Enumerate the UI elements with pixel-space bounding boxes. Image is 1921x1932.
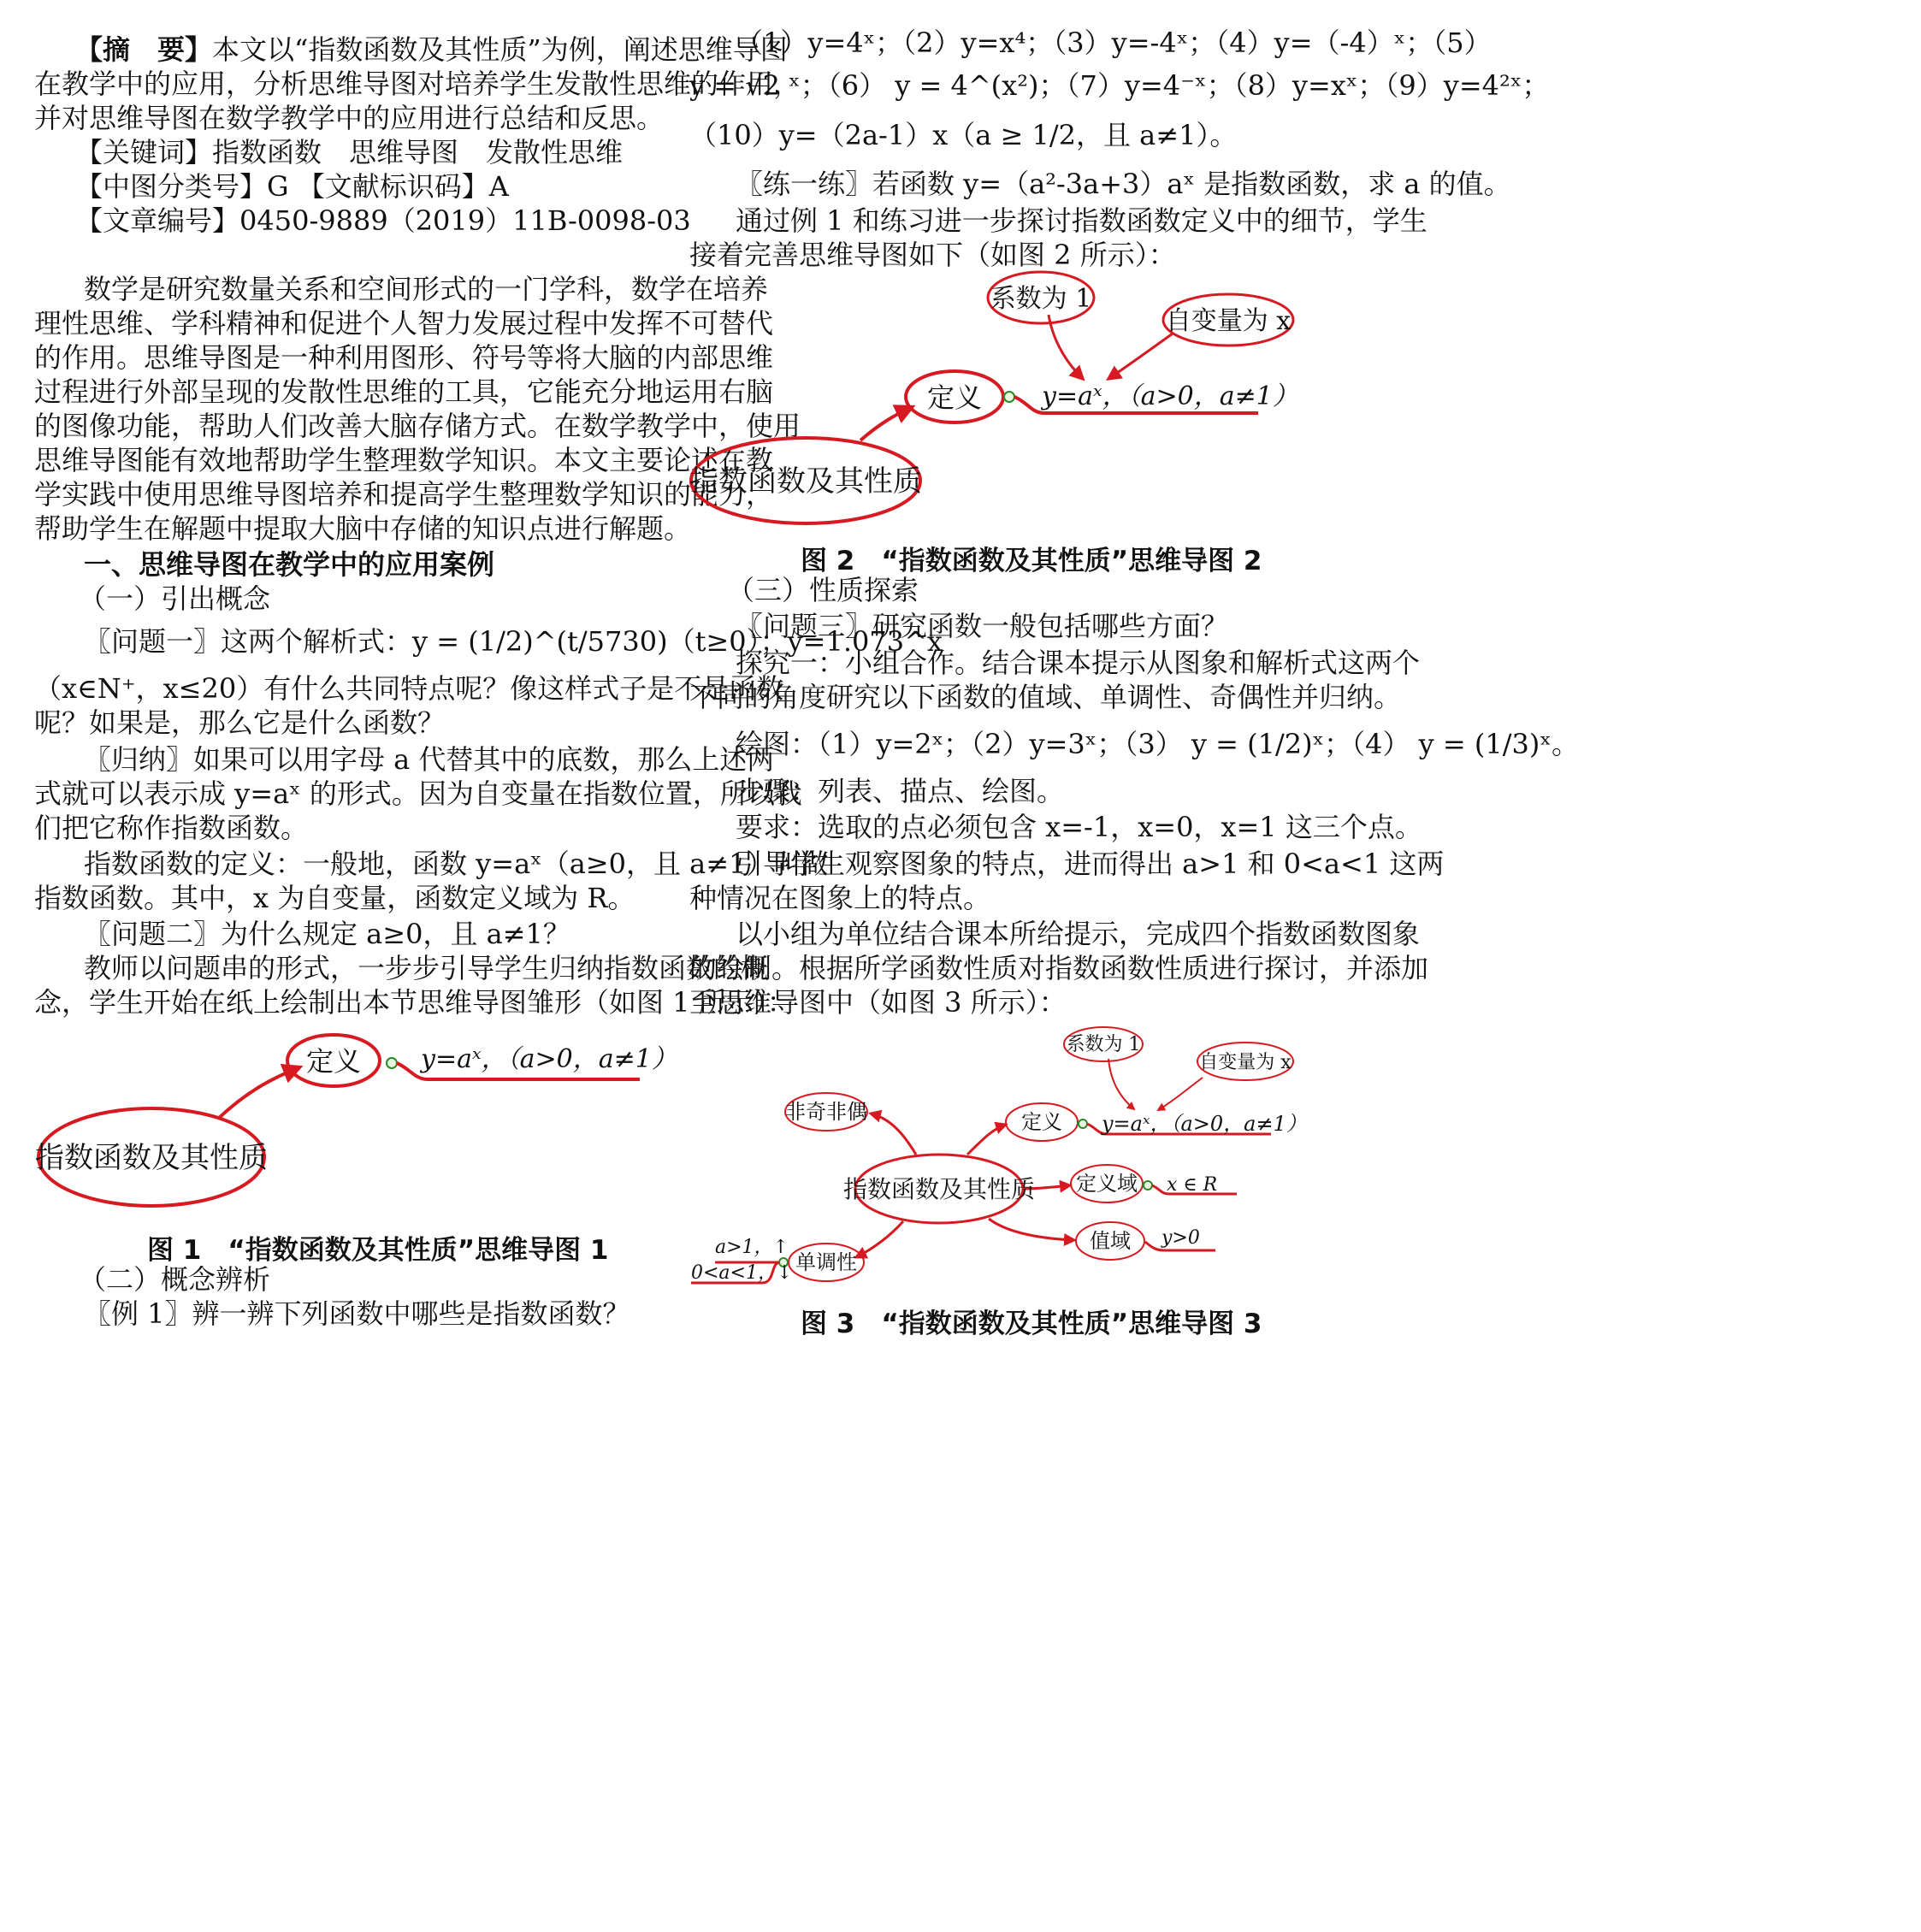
fig2-formula: y=aˣ，（a>0，a≠1） bbox=[1042, 381, 1298, 411]
fig1-root-label: 指数函数及其性质 bbox=[35, 1141, 268, 1175]
examples-line-1: （1）y=4ˣ；（2）y=x⁴；（3）y=-4ˣ；（4）y=（-4）ˣ；（5） bbox=[736, 27, 1492, 59]
practice-note-line-1: 通过例 1 和练习进一步探讨指数函数定义中的细节，学生 bbox=[736, 204, 1427, 237]
definition-line-1: 指数函数的定义：一般地，函数 y=aˣ（a≥0，且 a≠1）叫做 bbox=[84, 848, 829, 880]
fig2-var-label: 自变量为 x bbox=[1165, 306, 1292, 336]
abstract-line-1: 【摘 要】本文以“指数函数及其性质”为例，阐述思维导图 bbox=[75, 33, 788, 66]
fig3-mono-up: a>1，↑ bbox=[715, 1237, 789, 1258]
fig2-root-label: 指数函数及其性质 bbox=[689, 464, 922, 499]
practice-note-line-2: 接着完善思维导图如下（如图 2 所示）： bbox=[689, 239, 1176, 271]
fig1-caption: 图 1 “指数函数及其性质”思维导图 1 bbox=[147, 1235, 609, 1266]
fig3-arrow-mono bbox=[856, 1221, 903, 1257]
intro-line-4: 过程进行外部呈现的发散性思维的工具，它能充分地运用右脑 bbox=[34, 375, 774, 408]
question-2: 〖问题二〗为什么规定 a≥0，且 a≠1？ bbox=[84, 918, 570, 950]
observe-line-1: 引导学生观察图象的特点，进而得出 a>1 和 0<a<1 这两 bbox=[736, 848, 1445, 880]
fig3-domain-label: 定义域 bbox=[1076, 1172, 1138, 1196]
fig3-range-label: 值域 bbox=[1090, 1229, 1131, 1253]
fig2-arrow-var bbox=[1108, 334, 1173, 379]
fig2-caption: 图 2 “指数函数及其性质”思维导图 2 bbox=[801, 546, 1262, 576]
fig3-domain-value: x ∈ R bbox=[1167, 1174, 1218, 1196]
intro-line-3: 的作用。思维导图是一种利用图形、符号等将大脑的内部思维 bbox=[34, 341, 774, 374]
intro-line-8: 帮助学生在解题中提取大脑中存储的知识点进行解题。 bbox=[34, 512, 692, 545]
fig1-arrow bbox=[218, 1067, 299, 1119]
fig3-arrow-var bbox=[1158, 1078, 1203, 1110]
article-number: 【文章编号】0450-9889（2019）11B-0098-03 bbox=[75, 204, 691, 237]
mind-map-2 bbox=[689, 272, 1305, 529]
fig3-arrow-parity bbox=[871, 1114, 916, 1155]
intro-line-6: 思维导图能有效地帮助学生整理数学知识。本文主要论述在教 bbox=[34, 444, 774, 476]
observe-line-2: 种情况在图象上的特点。 bbox=[689, 882, 991, 914]
definition-line-2: 指数函数。其中，x 为自变量，函数定义域为 R。 bbox=[34, 882, 635, 914]
subsection-1: （一）引出概念 bbox=[79, 582, 271, 615]
requirement: 要求：选取的点必须包含 x=-1，x=0，x=1 这三个点。 bbox=[736, 811, 1422, 843]
abstract-line-2: 在教学中的应用，分析思维导图对培养学生发散性思维的作用， bbox=[34, 68, 801, 100]
fig3-formula: y=aˣ，（a>0，a≠1） bbox=[1102, 1112, 1307, 1136]
question-3: 〖问题三〗研究函数一般包括哪些方面？ bbox=[736, 610, 1229, 642]
fig3-parity-label: 非奇非偶 bbox=[785, 1100, 867, 1124]
intro-line-1: 数学是研究数量关系和空间形式的一门学科，数学在培养 bbox=[84, 273, 769, 305]
intro-line-7: 学实践中使用思维导图培养和提高学生整理数学知识的能力， bbox=[34, 478, 774, 511]
fig3-caption: 图 3 “指数函数及其性质”思维导图 3 bbox=[801, 1309, 1262, 1339]
subsection-2: （二）概念辨析 bbox=[79, 1263, 271, 1296]
example-1: 〖例 1〗辨一辨下列函数中哪些是指数函数？ bbox=[84, 1297, 630, 1330]
induction-line-3: 们把它称作指数函数。 bbox=[34, 812, 309, 844]
fig3-collapse-icon-domain bbox=[1144, 1181, 1152, 1190]
fig1-formula: y=aˣ，（a>0，a≠1） bbox=[421, 1044, 677, 1074]
induction-line-2: 式就可以表示成 y=aˣ 的形式。因为自变量在指数位置，所以我 bbox=[34, 777, 802, 810]
fig1-definition-label: 定义 bbox=[305, 1045, 362, 1078]
fig2-arrow-root bbox=[860, 407, 912, 440]
group-line-1: 以小组为单位结合课本所给提示，完成四个指数函数图象 bbox=[736, 918, 1421, 950]
fig2-collapse-icon bbox=[1004, 392, 1014, 402]
examples-line-2: y = √2 ˣ；（6） y = 4^(x²)；（7）y=4⁻ˣ；（8）y=xˣ；（9）y=4²ˣ； bbox=[689, 69, 1550, 102]
keywords: 【关键词】指数函数 思维导图 发散性思维 bbox=[75, 136, 624, 168]
fig1-collapse-icon bbox=[387, 1058, 397, 1068]
fig3-definition-label: 定义 bbox=[1021, 1110, 1062, 1134]
section-heading-1: 一、思维导图在教学中的应用案例 bbox=[84, 548, 495, 581]
intro-line-5: 的图像功能，帮助人们改善大脑存储方式。在数学教学中，使用 bbox=[34, 410, 801, 442]
group-line-2: 的绘制。根据所学函数性质对指数函数性质进行探讨，并添加 bbox=[689, 952, 1429, 984]
group-line-3: 至思维导图中（如图 3 所示）： bbox=[689, 986, 1067, 1019]
examples-line-3: （10）y=（2a-1）x（a ≥ 1/2，且 a≠1）。 bbox=[689, 119, 1238, 151]
explore-line-1: 探究一：小组合作。结合课本提示从图象和解析式这两个 bbox=[736, 647, 1421, 679]
teacher-line-2: 念，学生开始在纸上绘制出本节思维导图雏形（如图 1 所示）： bbox=[34, 986, 795, 1019]
steps: 步骤：列表、描点、绘图。 bbox=[736, 775, 1065, 807]
fig3-range-value: y>0 bbox=[1161, 1227, 1200, 1249]
fig3-var-label: 自变量为 x bbox=[1199, 1052, 1292, 1073]
question-1-line-2: （x∈N⁺，x≤20）有什么共同特点呢？像这样式子是不是函数 bbox=[34, 672, 784, 705]
teacher-line-1: 教师以问题串的形式，一步步引导学生归纳指数函数的概 bbox=[84, 952, 769, 984]
fig3-root-label: 指数函数及其性质 bbox=[842, 1175, 1036, 1203]
induction-line-1: 〖归纳〗如果可以用字母 a 代替其中的底数，那么上述两 bbox=[84, 743, 775, 776]
abstract-line-3: 并对思维导图在数学教学中的应用进行总结和反思。 bbox=[34, 102, 665, 134]
classification: 【中图分类号】G 【文献标识码】A bbox=[75, 170, 509, 203]
question-1-line-1: 〖问题一〗这两个解析式：y = (1/2)^(t/5730)（t≥0）；y=1.073^x bbox=[84, 625, 943, 658]
draw-task: 绘图：（1）y=2ˣ；（2）y=3ˣ；（3） y = (1/2)ˣ；（4） y = (1/3)ˣ。 bbox=[736, 728, 1579, 760]
fig3-collapse-icon-def bbox=[1079, 1120, 1087, 1128]
question-1-line-3: 呢？如果是，那么它是什么函数？ bbox=[34, 706, 446, 739]
practice: 〖练一练〗若函数 y=（a²-3a+3）aˣ 是指数函数，求 a 的值。 bbox=[736, 168, 1511, 200]
fig3-arrow-definition bbox=[967, 1125, 1006, 1155]
subsection-3: （三）性质探索 bbox=[727, 574, 919, 606]
fig3-coef-label: 系数为 1 bbox=[1066, 1034, 1141, 1055]
fig3-arrow-range bbox=[989, 1219, 1074, 1240]
explore-line-2: 不同的角度研究以下函数的值域、单调性、奇偶性并归纳。 bbox=[689, 681, 1402, 713]
fig3-mono-label: 单调性 bbox=[795, 1250, 857, 1274]
fig2-coef-label: 系数为 1 bbox=[990, 284, 1092, 314]
mind-map-1 bbox=[34, 1018, 677, 1223]
mind-map-3 bbox=[689, 1026, 1305, 1300]
fig3-arrow-coef bbox=[1108, 1059, 1134, 1109]
fig3-mono-down: 0<a<1，↓ bbox=[691, 1262, 793, 1284]
fig2-definition-label: 定义 bbox=[926, 381, 983, 414]
fig2-arrow-coef bbox=[1049, 315, 1083, 379]
intro-line-2: 理性思维、学科精神和促进个人智力发展过程中发挥不可替代 bbox=[34, 307, 774, 340]
